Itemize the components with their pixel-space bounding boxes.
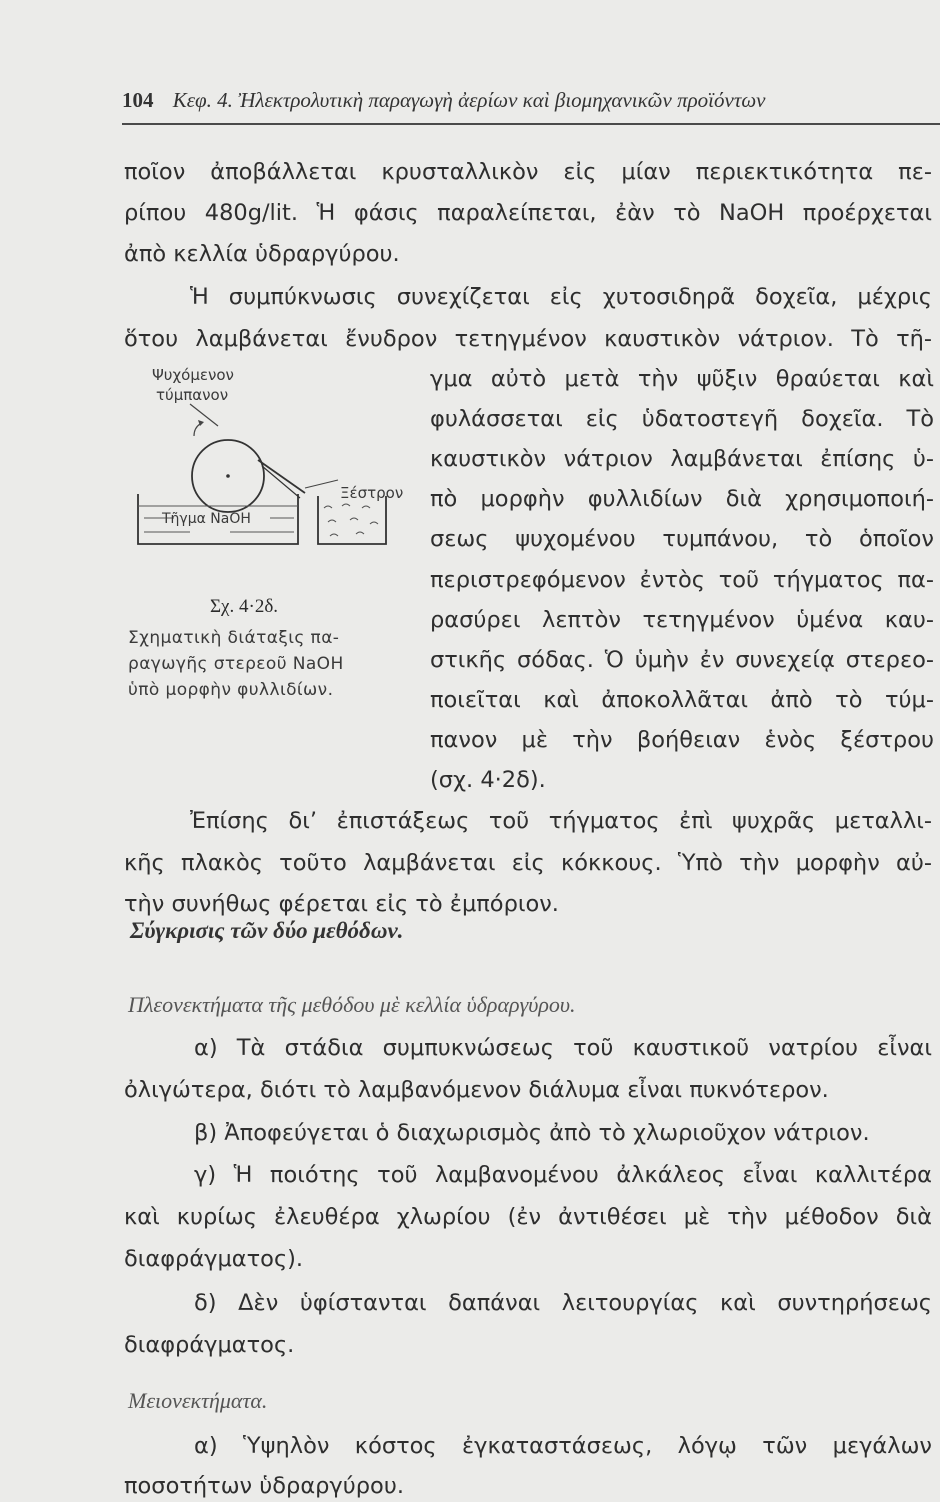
advantage-line: ὀλιγώτερα, διότι τὸ λαμβανόμενον διάλυμα εἶναι πυκνότερον. [124, 1077, 829, 1103]
advantage-line: διαφράγματος. [124, 1332, 295, 1358]
disadvantage-line: α) Ὑψηλὸν κόστος ἐγκαταστάσεως, λόγῳ τῶν μεγάλων [194, 1433, 932, 1459]
body-line: ποῖον ἀποβάλλεται κρυσταλλικὸν εἰς μίαν περιεκτικότητα πε- [124, 159, 932, 185]
body-line: τὴν συνήθως φέρεται εἰς τὸ ἐμπόριον. [124, 891, 559, 917]
body-line: Ἐπίσης δι’ ἐπιστάξεως τοῦ τήγματος ἐπὶ ψυχρᾶς μεταλλι- [190, 808, 932, 834]
side-line: ρασύρει λεπτὸν τετηγμένον ὑμένα καυ- [430, 607, 934, 633]
side-line: πὸ μορφὴν φυλλιδίων διὰ χρησιμοποιή- [430, 486, 934, 512]
disadvantages-heading: Μειονεκτήματα. [128, 1388, 268, 1413]
body-line: κῆς πλακὸς τοῦτο λαμβάνεται εἰς κόκκους. Ὑπὸ τὴν μορφὴν αὐ- [124, 850, 932, 876]
side-line: περιστρεφόμενον ἐντὸς τοῦ τήγματος πα- [430, 567, 934, 593]
drum-label: τύμπανον [156, 386, 229, 404]
advantage-line: διαφράγματος). [124, 1246, 304, 1272]
side-line: σεως ψυχομένου τυμπάνου, τὸ ὁποῖον [430, 526, 934, 552]
side-line: φυλάσσεται εἰς ὑδατοστεγῆ δοχεῖα. Τὸ [430, 406, 934, 432]
header-rule [122, 123, 940, 125]
page-header [122, 88, 940, 113]
body-line: ρίπου 480g/lit. Ἡ φάσις παραλείπεται, ἐὰν τὸ NaOH προέρχεται [124, 200, 932, 226]
collection-bin [318, 496, 386, 544]
figure-code: Σχ. 4·2δ. [210, 596, 279, 617]
figure-caption-line: ὑπὸ μορφὴν φυλλιδίων. [128, 680, 334, 700]
body-line: ὅτου λαμβάνεται ἔνυδρον τετηγμένον καυστικὸν νάτριον. Τὸ τῆ- [124, 326, 932, 352]
advantage-line: δ) Δὲν ὑφίστανται δαπάναι λειτουργίας καὶ συντηρήσεως [194, 1290, 932, 1316]
advantage-line: β) Ἀποφεύγεται ὁ διαχωρισμὸς ἀπὸ τὸ χλωριοῦχον νάτριον. [194, 1120, 870, 1146]
body-line: Ἡ συμπύκνωσις συνεχίζεται εἰς χυτοσιδηρᾶ δοχεῖα, μέχρις [190, 284, 932, 310]
figure-caption-line: Σχηματικὴ διάταξις πα- [128, 628, 340, 648]
page-number: 104 [122, 88, 154, 112]
side-line: πανον μὲ τὴν βοήθειαν ἑνὸς ξέστρου [430, 727, 934, 753]
advantage-line: καὶ κυρίως ἐλευθέρα χλωρίου (ἐν ἀντιθέσει μὲ τὴν μέθοδον διὰ [124, 1204, 932, 1230]
drum-label: Ψυχόμενον [152, 366, 234, 384]
side-line: γμα αὐτὸ μετὰ τὴν ψῦξιν θραύεται καὶ [430, 366, 934, 392]
advantage-line: α) Τὰ στάδια συμπυκνώσεως τοῦ καυστικοῦ νατρίου εἶναι [194, 1035, 932, 1061]
side-line: ποιεῖται καὶ ἀποκολλᾶται ἀπὸ τὸ τύμ- [430, 687, 934, 713]
section-heading: Σύγκρισις τῶν δύο μεθόδων. [130, 918, 404, 943]
side-line: (σχ. 4·2δ). [430, 767, 546, 793]
advantage-line: γ) Ἡ ποιότης τοῦ λαμβανομένου ἀλκάλεος εἶναι καλλιτέρα [194, 1162, 932, 1188]
figure-caption-line: ραγωγῆς στερεοῦ NaOH [128, 654, 344, 674]
advantages-heading: Πλεονεκτήματα τῆς μεθόδου μὲ κελλία ὑδραργύρου. [128, 992, 576, 1017]
scraper-label: Ξέστρον [340, 484, 404, 502]
chapter-title: Κεφ. 4. Ἠλεκτρολυτικὴ παραγωγὴ ἀερίων καὶ βιομηχανικῶν προϊόντων [172, 88, 766, 112]
body-line: ἀπὸ κελλία ὑδραργύρου. [124, 241, 400, 267]
side-line: στικῆς σόδας. Ὁ ὑμὴν ἐν συνεχείᾳ στερεο- [430, 647, 934, 673]
disadvantage-line: ποσοτήτων ὑδραργύρου. [124, 1473, 404, 1499]
side-line: καυστικὸν νάτριον λαμβάνεται ἐπίσης ὑ- [430, 446, 934, 472]
drum-flaker-diagram [130, 358, 420, 598]
melt-label: Τῆγμα NaOH [162, 511, 251, 527]
